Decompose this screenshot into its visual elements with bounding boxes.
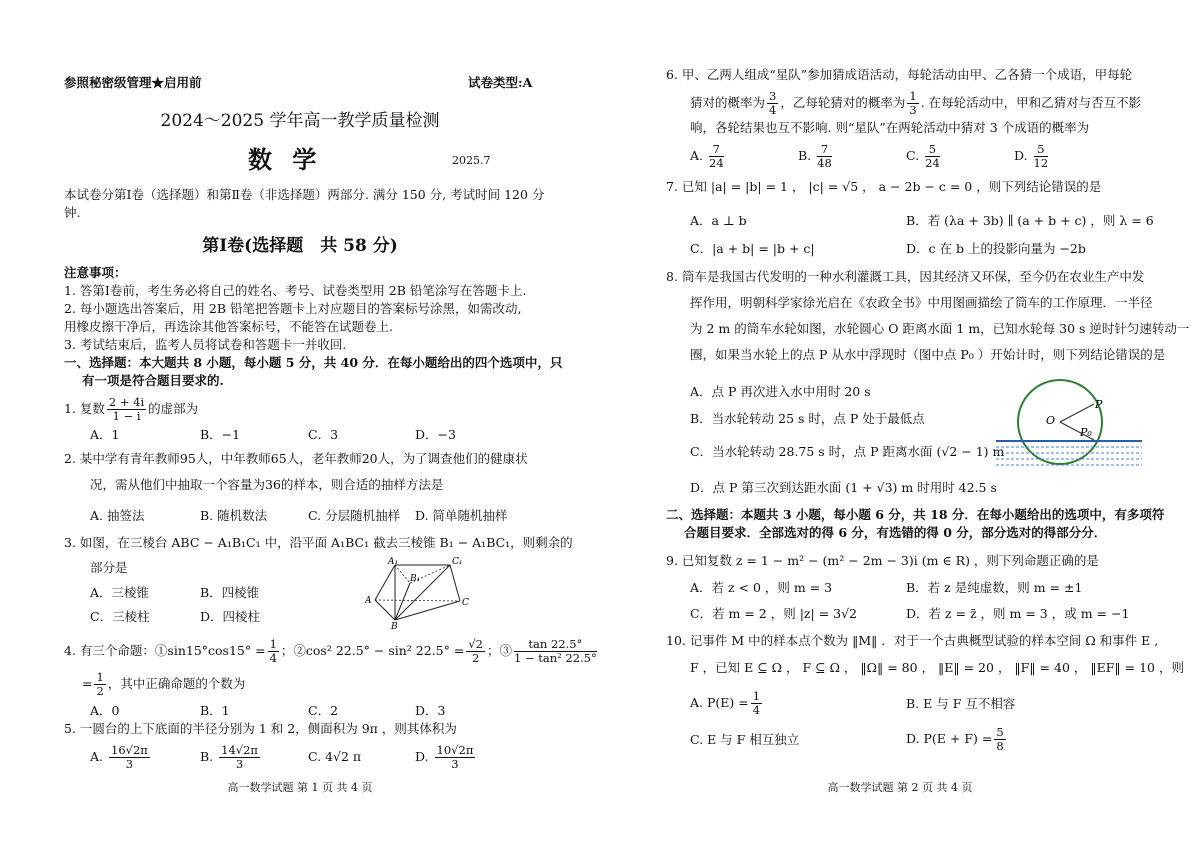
q6-option-b: B. $\frac{7}{48}$ — [798, 142, 832, 170]
section2-heading-cont: 合题目要求．全部选对的得 6 分，有选错的得 0 分，部分选对的得部分分． — [684, 525, 1107, 540]
section2-heading: 二、选择题：本题共 3 小题，每小题 6 分，共 18 分．在每小题给出的选项中，有多项符 — [666, 507, 1165, 522]
q2-option-d: D. 简单随机抽样 — [415, 508, 508, 523]
q8-option-a: A．点 P 再次进入水中用时 20 s — [690, 384, 871, 399]
q10-option-d: D. P(E + F) = $\frac{5}{8}$ — [906, 725, 1004, 753]
exam-title: 2024～2025 学年高一教学质量检测 — [160, 111, 440, 131]
page-footer: 高一数学试题 第 1 页 共 4 页 — [227, 781, 373, 794]
question-10: 10. 记事件 M 中的样本点个数为 ‖M‖ ．对于一个古典概型试验的样本空间 Ω 和事件 E , — [666, 633, 1159, 648]
question-8-cont: 为 2 m 的筒车水轮如图，水轮圆心 O 距离水面 1 m，已知水轮每 30 s 逆时针匀速转动一 — [690, 321, 1190, 336]
q10-option-a: A. P(E) = $\frac{1}{4}$ — [690, 689, 761, 717]
q6-option-c: C. $\frac{5}{24}$ — [906, 142, 940, 170]
q8-option-b: B．当水轮转动 25 s 时，点 P 处于最低点 — [690, 411, 925, 426]
note-item: 1. 答第Ⅰ卷前，考生务必将自己的姓名、考号、试卷类型用 2B 铅笔涂写在答题卡上. — [64, 283, 527, 298]
question-6-cont: 响，各轮结果也互不影响. 则“星队”在两轮活动中猜对 3 个成语的概率为 — [690, 120, 1090, 135]
q2-option-b: B. 随机数法 — [200, 508, 268, 523]
q7-option-d: D．c 在 b 上的投影向量为 −2b — [906, 241, 1086, 256]
q8-option-d: D．点 P 第三次到达距水面 (1 + √3) m 时用时 42.5 s — [690, 480, 997, 495]
question-6-cont: 猜对的概率为 $\frac{3}{4}$ ，乙每轮猜对的概率为 $\frac{1}{3}$ . 在每轮活动中，甲和乙猜对与否互不影 — [690, 89, 1142, 117]
q7-option-a: A．a ⊥ b — [690, 213, 747, 228]
q6-option-a: A. $\frac{7}{24}$ — [690, 142, 724, 170]
question-3-cont: 部分是 — [90, 560, 128, 575]
q3-option-b: B．四棱锥 — [200, 585, 260, 600]
label-b1: B₁ — [410, 574, 421, 584]
q10-option-c: C. E 与 F 相互独立 — [690, 732, 800, 747]
right-page — [600, 0, 1200, 848]
part1-title: 第Ⅰ卷(选择题 共 58 分) — [202, 236, 398, 256]
q9-option-a: A．若 z < 0 ，则 m = 3 — [690, 580, 833, 595]
question-8-cont: 挥作用，明朝科学家徐光启在《农政全书》中用图画描绘了筒车的工作原理．一半径 — [690, 295, 1153, 310]
q3-option-c: C．三棱柱 — [90, 609, 150, 624]
exam-date: 2025.7 — [452, 154, 491, 167]
q7-option-b: B．若 (λa + 3b) ∥ (a + b + c) ，则 λ = 6 — [906, 213, 1154, 228]
q10-option-b: B. E 与 F 互不相容 — [906, 696, 1016, 711]
notes-title: 注意事项： — [64, 265, 127, 280]
intro-line-2: 钟. — [64, 205, 81, 220]
security-label: 参照秘密级管理★启用前 — [64, 75, 202, 90]
q5-option-d: D. $\frac{10√2\pi}{3}$ — [415, 743, 474, 771]
q5-option-b: B. $\frac{14√2\pi}{3}$ — [200, 743, 258, 771]
q1-option-c: C．3 — [308, 427, 339, 442]
question-8: 8. 筒车是我国古代发明的一种水利灌溉工具，因其经济又环保，至今仍在农业生产中发 — [666, 269, 1145, 284]
q6-option-d: D. $\frac{5}{12}$ — [1014, 142, 1049, 170]
water-wheel-figure — [996, 378, 1142, 470]
q1-option-b: B．−1 — [200, 427, 241, 442]
label-a: A — [365, 596, 372, 606]
section1-heading: 一、选择题：本大题共 8 小题，每小题 5 分，共 40 分．在每小题给出的四个选项中，只 — [64, 355, 563, 370]
question-4: 4. 有三个命题：①sin15°cos15° = $\frac{1}{4}$ ；②cos² 22.5° − sin² 22.5° = $\frac{√2}{2}$ ；③ $\frac{\tan 22.5^\circ}{\text{1 − tan² 22.5°}}$ — [64, 637, 597, 665]
label-a1: A₁ — [388, 557, 399, 567]
label-p: P — [1095, 398, 1103, 411]
question-5: 5. 一圆台的上下底面的半径分别为 1 和 2，侧面积为 9π ，则其体积为 — [64, 721, 457, 736]
question-2-cont: 况，需从他们中抽取一个容量为36的样本，则合适的抽样方法是 — [90, 477, 444, 492]
label-c: C — [462, 598, 469, 608]
intro-line-1: 本试卷分第Ⅰ卷（选择题）和第Ⅱ卷（非选择题）两部分. 满分 150 分, 考试时间 120 分 — [64, 187, 545, 202]
page-footer: 高一数学试题 第 2 页 共 4 页 — [827, 781, 973, 794]
paper-type-label: 试卷类型:A — [468, 75, 533, 90]
q4-option-d: D．3 — [415, 703, 446, 718]
question-1: 1. 复数 $\frac{2 + 4i}{1 - i}$ 的虚部为 — [64, 395, 199, 423]
q1-option-a: A．1 — [90, 427, 120, 442]
note-item: 3. 考试结束后，监考人员将试卷和答题卡一并收回. — [64, 337, 347, 352]
q2-option-a: A. 抽签法 — [90, 508, 145, 523]
frustum-figure — [360, 555, 480, 630]
question-7: 7. 已知 |a| = |b| = 1 ， |c| = √5 ， a − 2b − c = 0 ，则下列结论错误的是 — [666, 179, 1102, 194]
note-item: 2. 每小题选出答案后，用 2B 铅笔把答题卡上对应题目的答案标号涂黑，如需改动, — [64, 301, 522, 316]
question-4-cont: = $\frac{1}{2}$ ，其中正确命题的个数为 — [82, 670, 246, 698]
question-9: 9. 已知复数 z = 1 − m² − (m² − 2m − 3)i (m ∈ R) ，则下列命题正确的是 — [666, 553, 1099, 568]
label-p0: P₀ — [1080, 426, 1092, 439]
q9-option-c: C．若 m = 2 ，则 |z| = 3√2 — [690, 606, 858, 621]
q1-option-d: D．−3 — [415, 427, 456, 442]
q4-option-a: A．0 — [90, 703, 120, 718]
question-6: 6. 甲、乙两人组成“星队”参加猜成语活动，每轮活动由甲、乙各猜一个成语，甲每轮 — [666, 67, 1133, 82]
label-b: B — [391, 622, 398, 630]
question-3: 3. 如图，在三棱台 ABC − A₁B₁C₁ 中，沿平面 A₁BC₁ 截去三棱锥 B₁ − A₁BC₁，则剩余的 — [64, 535, 573, 550]
subject-title: 数 学 — [248, 146, 323, 174]
q2-option-c: C. 分层随机抽样 — [308, 508, 401, 523]
label-o: O — [1046, 414, 1056, 427]
q8-option-c: C．当水轮转动 28.75 s 时，点 P 距离水面 (√2 − 1) m — [690, 444, 1005, 459]
q4-option-c: C．2 — [308, 703, 339, 718]
section1-heading-cont: 有一项是符合题目要求的. — [82, 373, 224, 388]
q3-option-d: D．四棱柱 — [200, 609, 261, 624]
note-item: 用橡皮擦干净后，再选涂其他答案标号，不能答在试题卷上. — [64, 319, 393, 334]
q4-option-b: B．1 — [200, 703, 230, 718]
label-c1: C₁ — [452, 557, 463, 567]
q9-option-b: B．若 z 是纯虚数，则 m = ±1 — [906, 580, 1083, 595]
q5-option-c: C. 4√2 π — [308, 749, 362, 764]
q9-option-d: D．若 z = z̄ ，则 m = 3 ，或 m = −1 — [906, 606, 1130, 621]
q3-option-a: A．三棱锥 — [90, 585, 150, 600]
q5-option-a: A. $\frac{16√2\pi}{3}$ — [90, 743, 148, 771]
question-10-cont: F ，已知 E ⊆ Ω ， F ⊆ Ω ， ‖Ω‖ = 80 ， ‖E‖ = 20 ， ‖F‖ = 40 ， ‖EF‖ = 10 ，则 — [690, 660, 1184, 675]
question-2: 2. 某中学有青年教师95人，中年教师65人，老年教师20人，为了调查他们的健康状 — [64, 451, 528, 466]
q7-option-c: C．|a + b| = |b + c| — [690, 241, 815, 256]
question-8-cont: 圈，如果当水轮上的点 P 从水中浮现时（图中点 P₀ ）开始计时，则下列结论错误的是 — [690, 347, 1166, 362]
